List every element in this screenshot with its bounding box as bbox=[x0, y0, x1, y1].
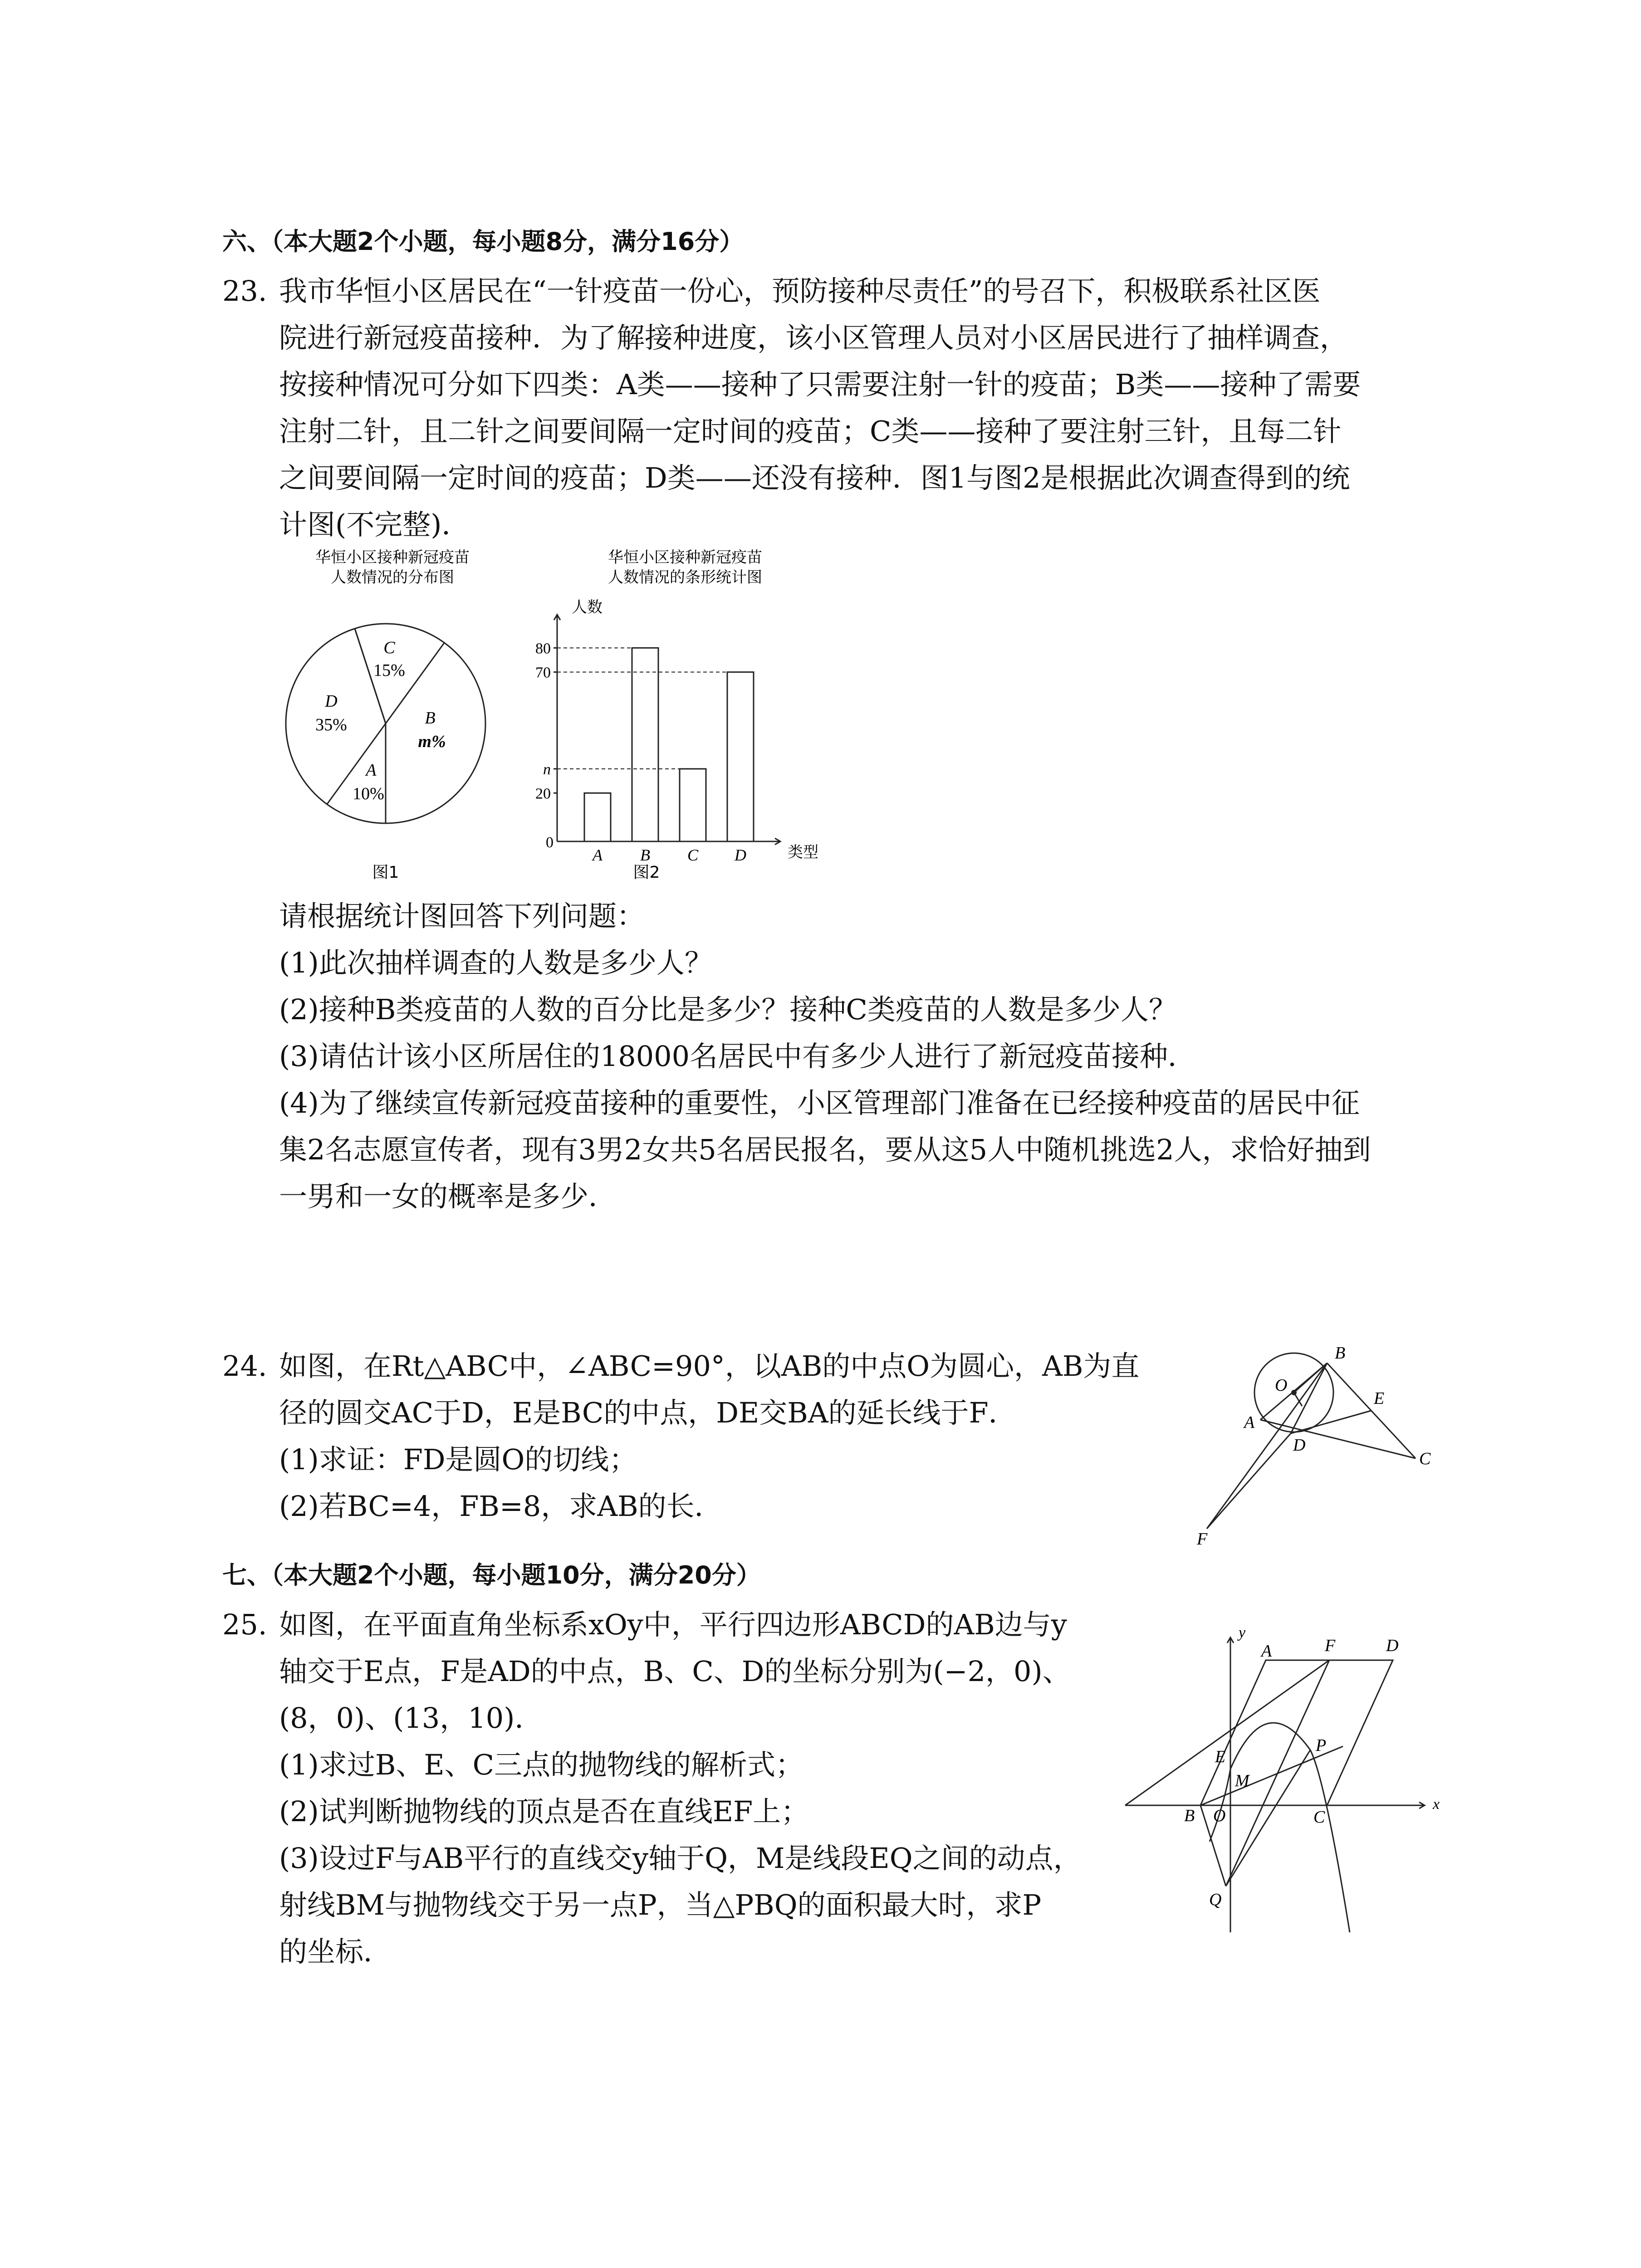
y-axis-title: 人数 bbox=[572, 598, 603, 616]
line-qp bbox=[1226, 1750, 1310, 1886]
label-a: A bbox=[1261, 1642, 1272, 1661]
pie-title-line-2: 人数情况的分布图 bbox=[331, 568, 454, 587]
pie-label-c: C bbox=[383, 638, 395, 657]
y-tick-label-80: 80 bbox=[535, 640, 551, 657]
x-axis-title: 类型 bbox=[788, 843, 818, 861]
question-25-part-3: (3)设过F与AB平行的直线交y轴于Q，M是线段EQ之间的动点， bbox=[279, 1842, 1082, 1875]
question-24-part-1: (1)求证：FD是圆O的切线； bbox=[279, 1443, 637, 1476]
pie-label-a: A bbox=[366, 761, 377, 780]
bar-c bbox=[680, 769, 706, 841]
x-tick-label-a: A bbox=[593, 846, 603, 864]
question-24-line: 径的圆交AC于D，E是BC的中点，DE交BA的延长线于F． bbox=[279, 1396, 1017, 1429]
question-25-part-3-cont: 的坐标． bbox=[279, 1935, 392, 1968]
question-25-part-2: (2)试判断抛物线的顶点是否在直线EF上； bbox=[279, 1795, 809, 1828]
pie-value-d: 35% bbox=[315, 715, 347, 734]
question-23-part-2: (2)接种B类疫苗的人数的百分比是多少？接种C类疫苗的人数是多少人？ bbox=[279, 993, 1177, 1026]
label-c: C bbox=[1313, 1808, 1325, 1827]
question-24-part-2: (2)若BC=4，FB=8，求AB的长． bbox=[279, 1490, 723, 1523]
x-tick-label-d: D bbox=[735, 846, 746, 864]
question-25-line: 轴交于E点，F是AD的中点，B、C、D的坐标分别为(−2，0)、 bbox=[279, 1655, 1071, 1688]
question-23-line: 计图(不完整)． bbox=[279, 508, 470, 541]
question-23-part-4: (4)为了继续宣传新冠疫苗接种的重要性，小区管理部门准备在已经接种疫苗的居民中征 bbox=[279, 1086, 1360, 1119]
triangle-lines bbox=[1207, 1363, 1416, 1529]
label-x: x bbox=[1433, 1796, 1440, 1813]
label-d: D bbox=[1386, 1636, 1399, 1655]
question-23-line: 注射二针，且二针之间要间隔一定时间的疫苗；C类——接种了要注射三针，且每二针 bbox=[279, 415, 1342, 448]
bar-plot-area bbox=[535, 615, 780, 864]
bar-title-line-2: 人数情况的条形统计图 bbox=[608, 568, 762, 587]
x-tick-label-b: B bbox=[640, 846, 650, 864]
bar-d bbox=[727, 672, 754, 841]
y-tick-label-n: n bbox=[543, 761, 551, 778]
label-y: y bbox=[1239, 1624, 1246, 1641]
bar-a bbox=[584, 793, 611, 841]
question-23-line: 按接种情况可分如下四类：A类——接种了只需要注射一针的疫苗；B类——接种了需要 bbox=[279, 368, 1361, 401]
section-heading-6: 六、（本大题2个小题，每小题8分，满分16分） bbox=[222, 227, 744, 256]
question-number-24: 24. bbox=[222, 1349, 267, 1383]
label-f: F bbox=[1325, 1636, 1336, 1655]
label-m: M bbox=[1235, 1771, 1249, 1790]
pie-chart-figure bbox=[272, 544, 526, 889]
label-b: B bbox=[1184, 1806, 1195, 1825]
origin-label: 0 bbox=[546, 834, 554, 851]
bar-title-line-1: 华恒小区接种新冠疫苗 bbox=[608, 548, 762, 567]
y-tick-label-70: 70 bbox=[535, 664, 551, 681]
pie-caption: 图1 bbox=[372, 863, 399, 882]
question-23-prompt: 请根据统计图回答下列问题： bbox=[279, 899, 645, 933]
question-23-line: 院进行新冠疫苗接种．为了解接种进度，该小区管理人员对小区居民进行了抽样调查， bbox=[279, 321, 1348, 354]
question-23-part-4-cont: 集2名志愿宣传者，现有3男2女共5名居民报名，要从这5人中随机挑选2人，求恰好抽到 bbox=[279, 1133, 1371, 1166]
geometry-figure-24 bbox=[1180, 1343, 1461, 1547]
pie-label-b: B bbox=[425, 709, 436, 728]
pie-value-c: 15% bbox=[373, 661, 405, 680]
pie-label-d: D bbox=[325, 692, 338, 711]
label-d: D bbox=[1293, 1436, 1306, 1455]
coordinate-figure-25 bbox=[1107, 1615, 1461, 1941]
label-o: O bbox=[1275, 1376, 1288, 1395]
label-e: E bbox=[1215, 1747, 1226, 1766]
question-24-line: 如图，在Rt△ABC中，∠ABC=90°，以AB的中点O为圆心，AB为直 bbox=[279, 1349, 1140, 1383]
question-23-part-3: (3)请估计该小区所居住的18000名居民中有多少人进行了新冠疫苗接种． bbox=[279, 1040, 1196, 1073]
pie-value-b: m% bbox=[418, 732, 446, 751]
pie-title-line-1: 华恒小区接种新冠疫苗 bbox=[315, 548, 470, 567]
label-b: B bbox=[1335, 1344, 1346, 1363]
question-25-part-3-cont: 射线BM与抛物线交于另一点P，当△PBQ的面积最大时，求P bbox=[279, 1888, 1042, 1921]
bar-b bbox=[632, 648, 658, 841]
question-25-line: (8，0)、(13，10)． bbox=[279, 1701, 543, 1735]
label-c: C bbox=[1419, 1449, 1431, 1468]
bar-chart-figure bbox=[526, 544, 853, 889]
question-23-line: 之间要间隔一定时间的疫苗；D类——还没有接种．图1与图2是根据此次调查得到的统 bbox=[279, 461, 1350, 494]
section-heading-7: 七、（本大题2个小题，每小题10分，满分20分） bbox=[222, 1561, 761, 1589]
question-23-line: 我市华恒小区居民在“一针疫苗一份心，预防接种尽责任”的号召下，积极联系社区医 bbox=[279, 274, 1321, 308]
x-tick-label-c: C bbox=[687, 846, 699, 864]
label-e: E bbox=[1374, 1389, 1385, 1408]
pie-value-a: 10% bbox=[353, 784, 384, 803]
question-23-part-4-cont: 一男和一女的概率是多少． bbox=[279, 1180, 617, 1213]
bar-caption: 图2 bbox=[633, 863, 660, 882]
label-o: O bbox=[1213, 1806, 1226, 1825]
question-25-part-1: (1)求过B、E、C三点的抛物线的解析式； bbox=[279, 1748, 804, 1781]
label-a: A bbox=[1244, 1413, 1255, 1432]
label-p: P bbox=[1316, 1736, 1327, 1755]
label-f: F bbox=[1197, 1530, 1208, 1547]
question-25-line: 如图，在平面直角坐标系xOy中，平行四边形ABCD的AB边与y bbox=[279, 1608, 1067, 1641]
question-number-23: 23. bbox=[222, 274, 267, 308]
question-number-25: 25. bbox=[222, 1608, 267, 1641]
label-q: Q bbox=[1209, 1890, 1222, 1909]
center-point bbox=[1291, 1390, 1297, 1395]
question-23-part-1: (1)此次抽样调查的人数是多少人？ bbox=[279, 946, 713, 979]
y-tick-label-20: 20 bbox=[535, 785, 551, 802]
